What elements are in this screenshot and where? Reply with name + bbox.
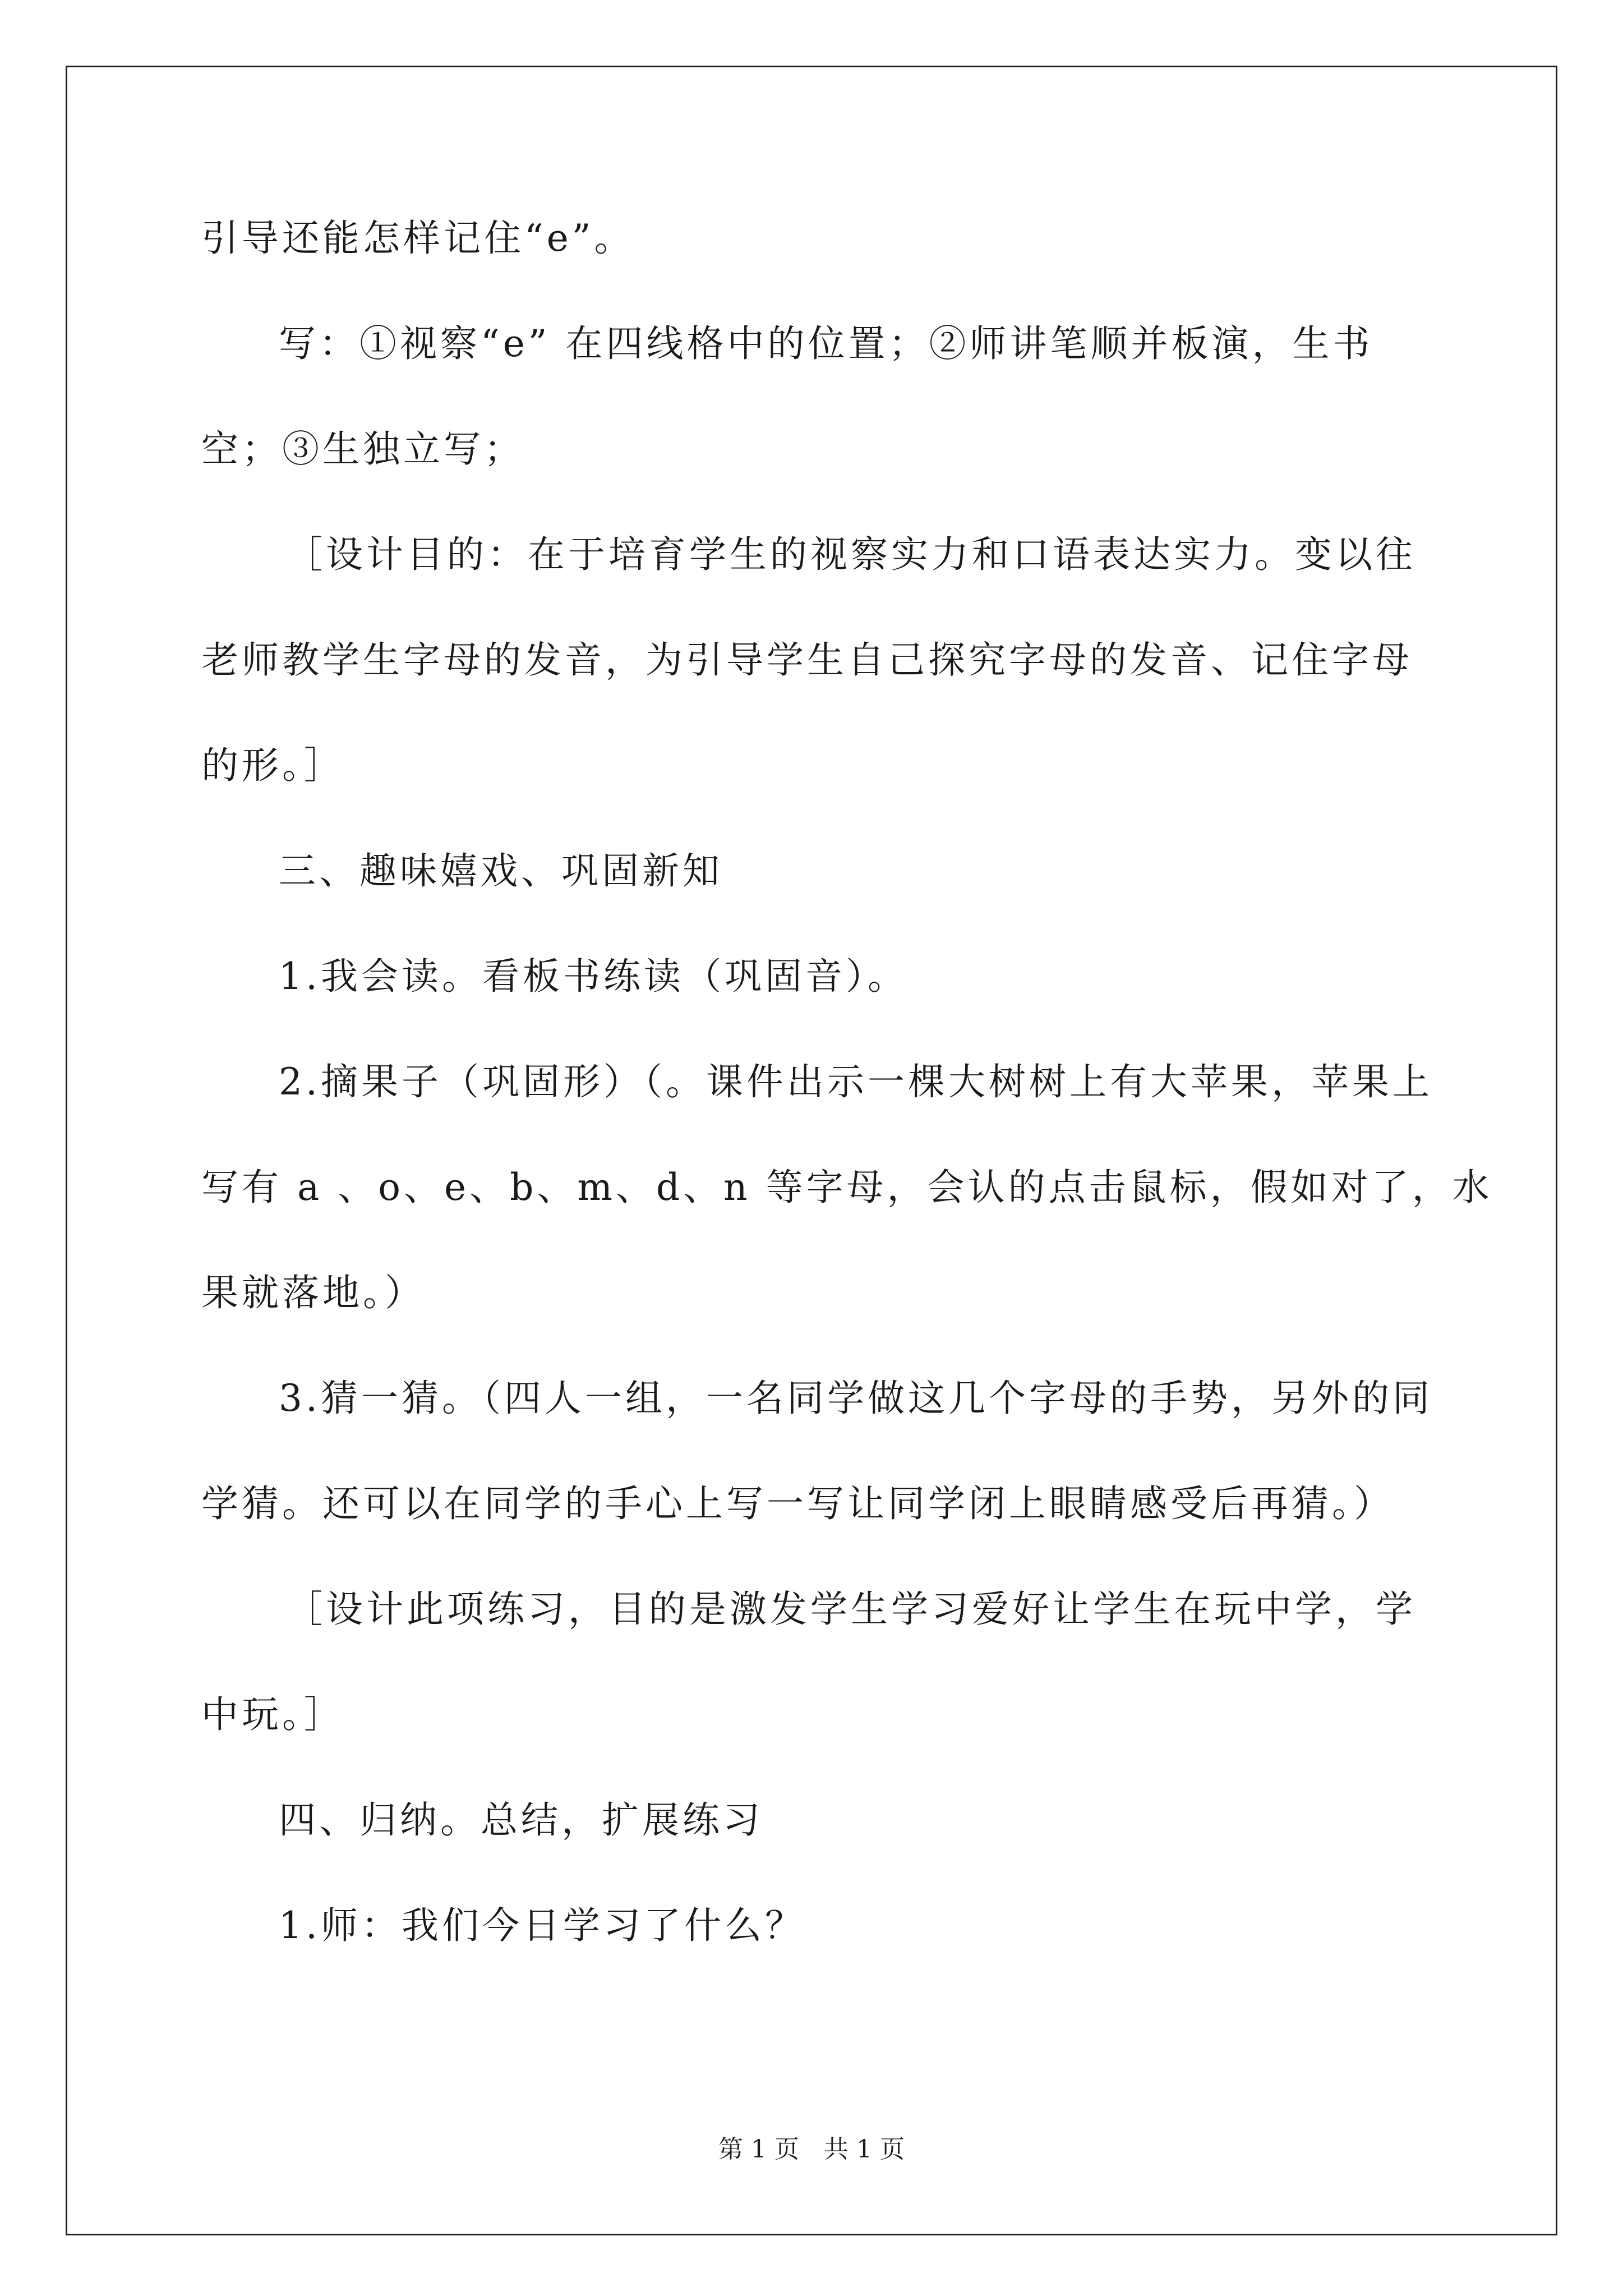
text-line: 3.猜一猜。（四人一组，一名同学做这几个字母的手势，另外的同 [279,1377,1433,1420]
text-line: 学猜。还可以在同学的手心上写一写让同学闭上眼睛感受后再猜。） [201,1482,1394,1525]
text-line: 2.摘果子（巩固形）（。课件出示一棵大树树上有大苹果，苹果上 [279,1060,1433,1103]
text-line: 中玩。］ [201,1693,344,1736]
page-footer: 第 1 页 共 1 页 [718,2135,905,2164]
text-line: ［设计目的：在于培育学生的视察实力和口语表达实力。变以往 [285,533,1416,576]
text-line: ［设计此项练习，目的是激发学生学习爱好让学生在玩中学，学 [285,1588,1416,1631]
text-line: 果就落地。） [201,1271,425,1314]
text-line: 引导还能怎样记住“e”。 [201,217,635,260]
text-line: 老师教学生字母的发音，为引导学生自己探究字母的发音、记住字母 [201,638,1413,682]
text-line: 的形。］ [201,744,344,787]
text-line: 1.师：我们今日学习了什么？ [279,1904,805,1947]
section-heading: 四、归纳。总结，扩展练习 [279,1798,763,1842]
text-line: 写：①视察“e” 在四线格中的位置；②师讲笔顺并板演，生书 [279,322,1373,365]
text-line: 1.我会读。看板书练读（巩固音）。 [279,955,908,998]
text-line: 写有 a 、o、e、b、m、d、n 等字母，会认的点击鼠标，假如对了，水 [201,1166,1493,1209]
section-heading: 三、趣味嬉戏、巩固新知 [279,849,723,892]
text-line: 空；③生独立写； [201,427,524,471]
